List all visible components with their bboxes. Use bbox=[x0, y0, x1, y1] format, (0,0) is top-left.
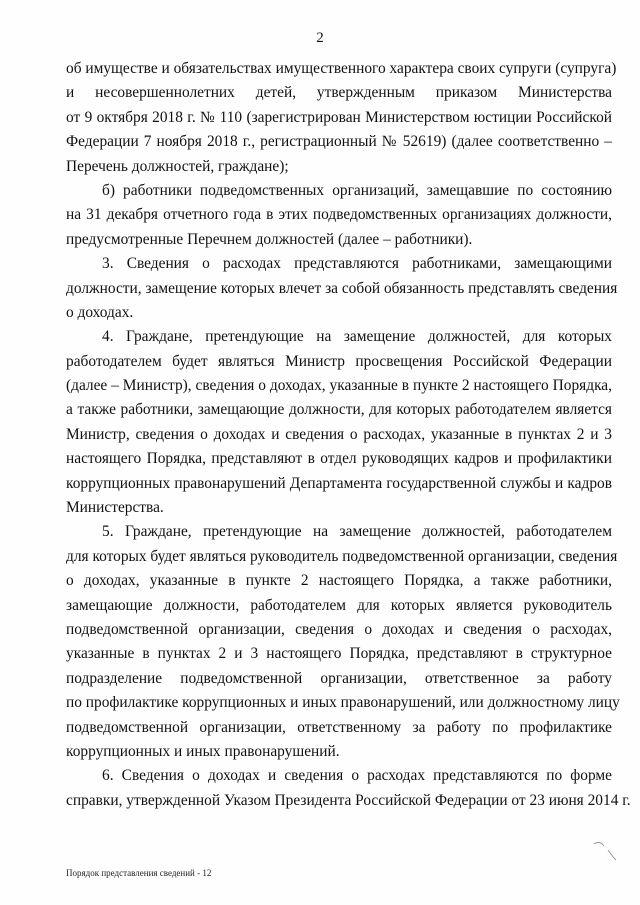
text-line: предусмотренные Перечнем должностей (далее – работники). bbox=[66, 230, 473, 248]
text-line: 4. Граждане, претендующие на замещение должностей, для которых bbox=[102, 328, 612, 346]
text-line: от 9 октября 2018 г. № 110 (зарегистрирован Министерством юстиции Российской bbox=[66, 108, 612, 126]
text-line: об имуществе и обязательствах имущественного характера своих супруги (супруга) bbox=[66, 60, 617, 77]
text-line: о доходах, указанные в пункте 2 настоящего Порядка, а также работники, bbox=[66, 572, 612, 590]
text-line: а также работники, замещающие должности, для которых работодателем является bbox=[66, 401, 612, 419]
text-line: указанные в пунктах 2 и 3 настоящего Порядка, представляют в структурное bbox=[66, 645, 612, 663]
text-line: коррупционных и иных правонарушений. bbox=[66, 742, 340, 760]
text-line: (далее – Министр), сведения о доходах, указанные в пункте 2 настоящего Порядка, bbox=[66, 377, 612, 395]
text-line: справки, утвержденной Указом Президента Российской Федерации от 23 июня 2014 г. bbox=[66, 791, 631, 809]
text-line: на 31 декабря отчетного года в этих подведомственных организациях должности, bbox=[66, 206, 612, 224]
page-number: 2 bbox=[316, 30, 324, 46]
text-line: Министерства. bbox=[66, 499, 164, 517]
text-line: должности, замещение которых влечет за собой обязанность представлять сведения bbox=[66, 279, 618, 297]
text-line: подразделение подведомственной организации, ответственное за работу bbox=[66, 669, 612, 687]
footer-note: Порядок представления сведений - 12 bbox=[66, 868, 212, 878]
text-line: о доходах. bbox=[66, 303, 134, 321]
text-line: подведомственной организации, сведения о доходах и сведения о расходах, bbox=[66, 620, 612, 638]
text-line: Министр, сведения о доходах и сведения о расходах, указанные в пунктах 2 и 3 bbox=[66, 425, 612, 443]
text-line: замещающие должности, работодателем для которых является руководитель bbox=[66, 596, 612, 614]
text-line: работодателем будет являться Министр просвещения Российской Федерации bbox=[66, 352, 612, 370]
pen-mark-decoration bbox=[590, 836, 620, 866]
text-line: и несовершеннолетних детей, утвержденным приказом Министерства bbox=[66, 84, 612, 102]
text-line: Федерации 7 ноября 2018 г., регистрационный № 52619) (далее соответственно – bbox=[66, 133, 612, 151]
document-body bbox=[66, 57, 631, 813]
text-line: Перечень должностей, граждане); bbox=[66, 157, 289, 175]
text-line: 3. Сведения о расходах представляются работниками, замещающими bbox=[102, 255, 612, 273]
text-line: коррупционных правонарушений Департамента государственной службы и кадров bbox=[66, 474, 612, 492]
text-line: 6. Сведения о доходах и сведения о расходах представляются по форме bbox=[102, 767, 612, 785]
text-line: б) работники подведомственных организаций, замещавшие по состоянию bbox=[102, 181, 612, 199]
text-line: 5. Граждане, претендующие на замещение должностей, работодателем bbox=[102, 523, 612, 541]
text-line: по профилактике коррупционных и иных правонарушений, или должностному лицу bbox=[66, 694, 620, 712]
text-line: для которых будет являться руководитель подведомственной организации, сведения bbox=[66, 547, 618, 565]
text-line: настоящего Порядка, представляют в отдел руководящих кадров и профилактики bbox=[66, 450, 612, 468]
text-line: подведомственной организации, ответственному за работу по профилактике bbox=[66, 718, 612, 736]
